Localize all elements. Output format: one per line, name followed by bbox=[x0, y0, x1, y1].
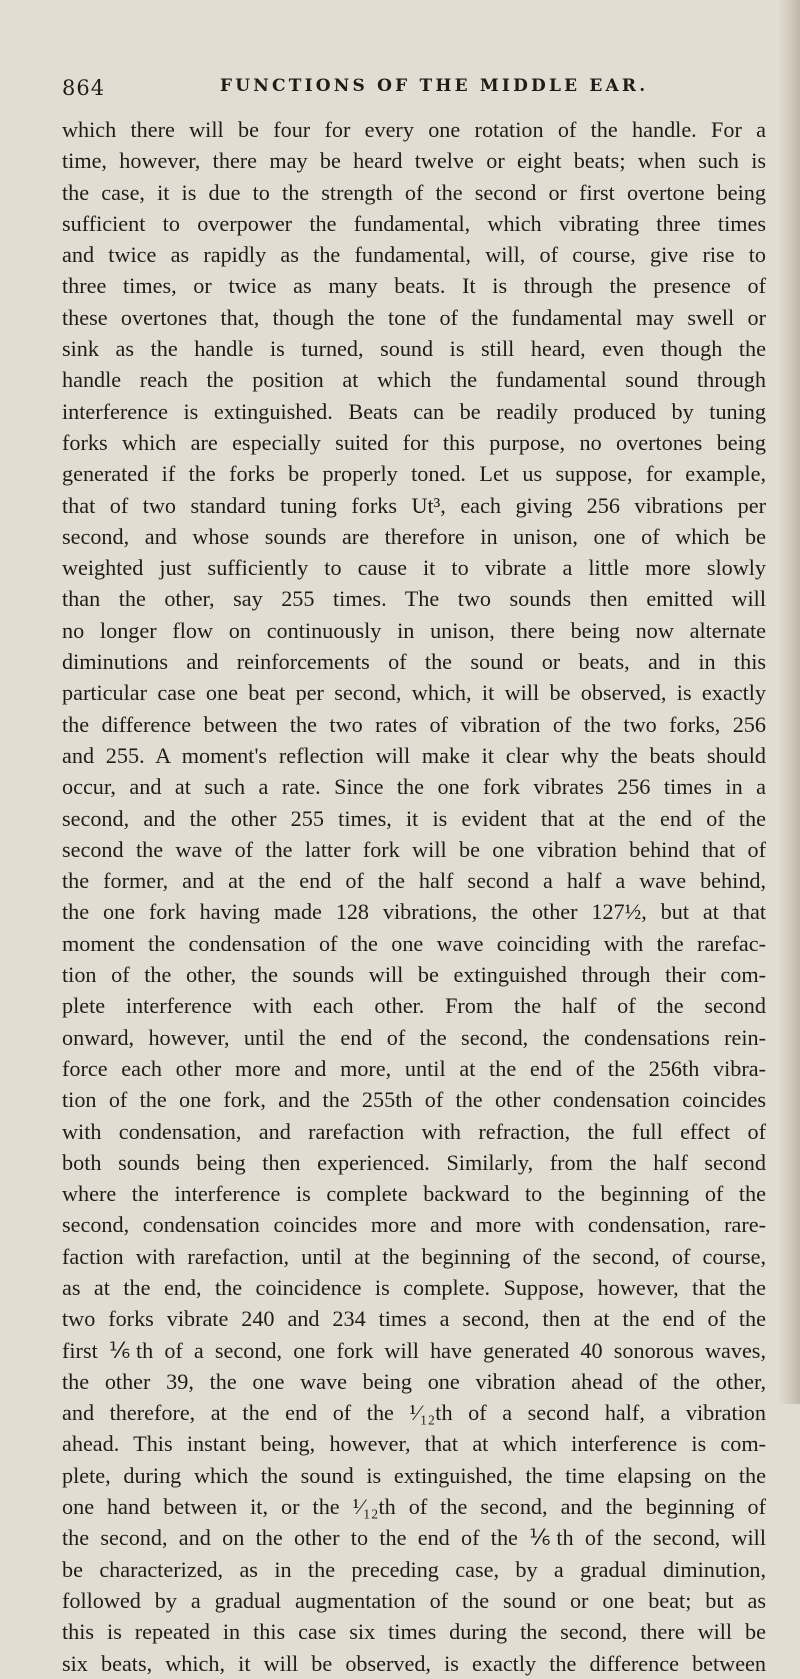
text-line: and twice as rapidly as the fundamental, will, of course, give rise to bbox=[62, 242, 766, 268]
text-line: ahead. This instant being, however, that at which interference is com- bbox=[62, 1431, 766, 1457]
text-line: these overtones that, though the tone of the fundamental may swell or bbox=[62, 304, 766, 330]
text-line: both sounds being then experienced. Similarly, from the half second bbox=[62, 1149, 766, 1175]
text-line: with condensation, and rarefaction with refraction, the full effect of bbox=[62, 1118, 766, 1144]
running-head: FUNCTIONS OF THE MIDDLE EAR. bbox=[220, 76, 649, 96]
text-line: onward, however, until the end of the second, the condensations rein- bbox=[62, 1024, 766, 1050]
text-line: no longer flow on continuously in unison, there being now alternate bbox=[62, 617, 766, 643]
text-line: tion of the one fork, and the 255th of the other condensation coincides bbox=[62, 1087, 766, 1113]
page-edge-shadow bbox=[778, 0, 800, 1404]
text-line: the other 39, the one wave being one vibration ahead of the other, bbox=[62, 1368, 766, 1394]
text-line: this is repeated in this case six times during the second, there will be bbox=[62, 1619, 766, 1645]
text-line: plete interference with each other. From the half of the second bbox=[62, 993, 766, 1019]
text-line: second, and the other 255 times, it is evident that at the end of the bbox=[62, 805, 766, 831]
text-line: first ⅙th of a second, one fork will have generated 40 sonorous waves, bbox=[62, 1337, 766, 1363]
text-line: particular case one beat per second, which, it will be observed, is exactly bbox=[62, 680, 766, 706]
text-line: handle reach the position at which the fundamental sound through bbox=[62, 367, 766, 393]
page-number: 864 bbox=[62, 76, 106, 100]
text-line: that of two standard tuning forks Ut³, each giving 256 vibrations per bbox=[62, 492, 766, 518]
text-line: and 255. A moment's reflection will make it clear why the beats should bbox=[62, 742, 766, 768]
text-line: sufficient to overpower the fundamental, which vibrating three times bbox=[62, 210, 766, 236]
text-line: weighted just sufficiently to cause it to vibrate a little more slowly bbox=[62, 555, 766, 581]
text-line: the second, and on the other to the end of the ⅙th of the second, will bbox=[62, 1525, 766, 1551]
text-line: faction with rarefaction, until at the beginning of the second, of course, bbox=[62, 1243, 766, 1269]
text-line: six beats, which, it will be observed, is exactly the difference between bbox=[62, 1650, 766, 1676]
text-line: where the interference is complete backward to the beginning of the bbox=[62, 1181, 766, 1207]
text-line: as at the end, the coincidence is complete. Suppose, however, that the bbox=[62, 1274, 766, 1300]
text-line: three times, or twice as many beats. It is through the presence of bbox=[62, 273, 766, 299]
text-line: second, and whose sounds are therefore in unison, one of which be bbox=[62, 523, 766, 549]
text-line: force each other more and more, until at the end of the 256th vibra- bbox=[62, 1055, 766, 1081]
text-line: followed by a gradual augmentation of the sound or one beat; but as bbox=[62, 1587, 766, 1613]
text-line: be characterized, as in the preceding case, by a gradual diminution, bbox=[62, 1556, 766, 1582]
text-line: diminutions and reinforcements of the sound or beats, and in this bbox=[62, 649, 766, 675]
text-line: forks which are especially suited for this purpose, no overtones being bbox=[62, 429, 766, 455]
text-line: the difference between the two rates of vibration of the two forks, 256 bbox=[62, 711, 766, 737]
text-line: sink as the handle is turned, sound is still heard, even though the bbox=[62, 336, 766, 362]
text-line: time, however, there may be heard twelve or eight beats; when such is bbox=[62, 148, 766, 174]
text-line: which there will be four for every one rotation of the handle. For a bbox=[62, 117, 766, 142]
text-line: the one fork having made 128 vibrations, the other 127½, but at that bbox=[62, 899, 766, 925]
text-line: the case, it is due to the strength of the second or first overtone being bbox=[62, 179, 766, 205]
text-line: moment the condensation of the one wave coinciding with the rarefac- bbox=[62, 930, 766, 956]
page-header bbox=[62, 76, 752, 106]
text-line: tion of the other, the sounds will be extinguished through their com- bbox=[62, 962, 766, 988]
text-line: second, condensation coincides more and more with condensation, rare- bbox=[62, 1212, 766, 1238]
text-line: second the wave of the latter fork will be one vibration behind that of bbox=[62, 836, 766, 862]
body-paragraph bbox=[62, 114, 766, 1679]
text-line: one hand between it, or the ¹⁄₁₂th of the second, and the beginning of bbox=[62, 1494, 766, 1520]
text-line: the former, and at the end of the half second a half a wave behind, bbox=[62, 868, 766, 894]
text-line: plete, during which the sound is extinguished, the time elapsing on the bbox=[62, 1462, 766, 1488]
text-line: two forks vibrate 240 and 234 times a second, then at the end of the bbox=[62, 1306, 766, 1332]
text-line: and therefore, at the end of the ¹⁄₁₂th of a second half, a vibration bbox=[62, 1400, 766, 1426]
text-line: generated if the forks be properly toned. Let us suppose, for example, bbox=[62, 461, 766, 487]
text-line: occur, and at such a rate. Since the one fork vibrates 256 times in a bbox=[62, 774, 766, 800]
text-line: interference is extinguished. Beats can be readily produced by tuning bbox=[62, 398, 766, 424]
text-line: than the other, say 255 times. The two sounds then emitted will bbox=[62, 586, 766, 612]
